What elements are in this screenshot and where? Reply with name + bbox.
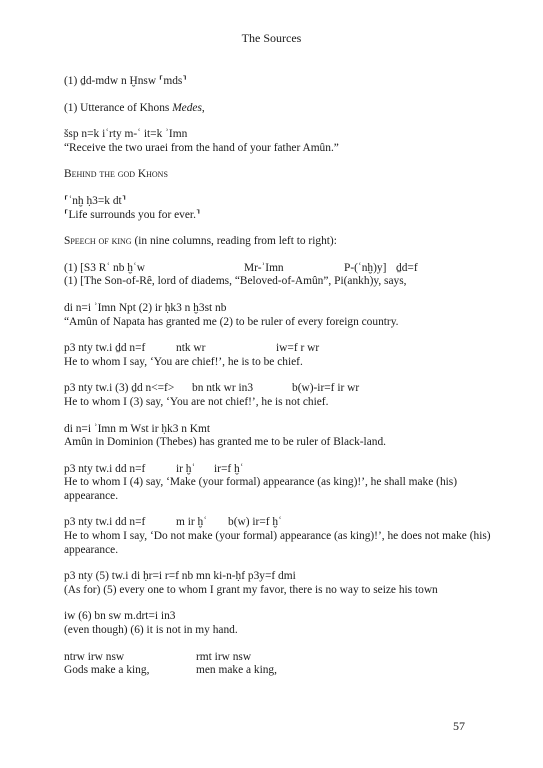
translation-line: He to whom I (4) say, ‘Make (your formal) appearance (as king)!’, he shall make (his) appearance. [64, 476, 458, 502]
text-run: , [201, 101, 205, 114]
translit-segment: ḏd=f [396, 261, 418, 274]
text-block [64, 235, 494, 249]
italic-word: Medes [172, 101, 202, 114]
heading-smallcaps: Speech of king [64, 235, 132, 248]
translit-segment: ntk wr [176, 342, 206, 355]
text-block [64, 168, 494, 182]
translit-segment: b(w) ir=f ḫʿ [228, 516, 282, 529]
translit-segment: iw=f r wr [276, 342, 320, 355]
section-heading: Behind the god Khons [64, 168, 168, 181]
translit-segment: ir=f ḫʿ [214, 462, 244, 475]
translit-segment: b(w)-ir=f ir wr [292, 382, 360, 395]
text-block [64, 423, 494, 450]
page-number: 57 [453, 719, 465, 733]
text-block [64, 382, 494, 409]
translation-line: He to whom I say, ‘You are chief!’, he is to be chief. [64, 355, 303, 368]
text-block [64, 302, 494, 329]
heading-rest: (in nine columns, reading from left to right): [131, 235, 337, 248]
translation-segment: men make a king, [196, 664, 277, 677]
text-run: (1) Utterance of Khons [64, 101, 173, 114]
translit-segment: Mr-ʾImn [244, 261, 284, 274]
translation-line: (even though) (6) it is not in my hand. [64, 624, 238, 637]
transliteration-line: di n=i ʾImn Npt (2) ir ḥk3 n ḫ3st nb [64, 301, 227, 314]
translation-line: He to whom I (3) say, ‘You are not chief!’, he is not chief. [64, 395, 329, 408]
translation-line: “Receive the two uraei from the hand of your father Amûn.” [64, 141, 339, 154]
translation-line [64, 664, 494, 678]
translation-line: “Amûn of Napata has granted me (2) to be ruler of every foreign country. [64, 315, 399, 328]
translit-segment: rmt irw nsw [196, 650, 252, 663]
transliteration-line [64, 262, 494, 276]
translation-line [64, 102, 494, 116]
text-block [64, 463, 494, 504]
translit-segment: (1) [S3 Rʿ nb ḫʿw [64, 261, 145, 274]
text-block [64, 570, 494, 597]
translit-segment: P-(ʿnḫ)y] [344, 261, 387, 274]
transliteration-line [64, 382, 494, 396]
translit-segment: p3 nty tw.i dd n=f [64, 462, 146, 475]
transliteration-line: p3 nty (5) tw.i di ḥr=i r=f nb mn ki-n-ḥf p3y=f dmi [64, 570, 296, 583]
transliteration-line [64, 516, 494, 530]
running-header: The Sources [241, 31, 302, 45]
text-block [64, 102, 494, 116]
transliteration-line [64, 651, 494, 665]
transliteration-line: ⸢ʿnḫ ḥ3=k dt⸣ [64, 194, 127, 207]
text-block [64, 651, 494, 678]
translit-segment: ir ḫʿ [176, 462, 196, 475]
translit-segment: bn ntk wr in3 [192, 382, 254, 395]
translit-segment: ntrw irw nsw [64, 650, 125, 663]
text-block [64, 195, 494, 222]
text-block [64, 516, 494, 557]
transliteration-line: (1) ḏd-mdw n Ḫnsw ⸢mds⸣ [64, 75, 187, 87]
translation-line: ⸢Life surrounds you for ever.⸣ [64, 208, 201, 221]
transliteration-line: di n=i ʾImn m Wst ir ḥk3 n Kmt [64, 422, 211, 435]
text-block [64, 75, 494, 89]
translation-segment: Gods make a king, [64, 664, 150, 677]
translation-line: (As for) (5) every one to whom I grant my favor, there is no way to seize his town [64, 583, 438, 596]
translit-segment: p3 nty tw.i (3) ḏd n<=f> [64, 382, 175, 395]
transliteration-line: iw (6) bn sw m.drt=i in3 [64, 610, 176, 623]
translation-line: He to whom I say, ‘Do not make (your formal) appearance (as king)!’, he does not make (his) appearance. [64, 530, 491, 556]
text-block [64, 262, 494, 289]
text-block [64, 610, 494, 637]
translation-line: (1) [The Son-of-Rê, lord of diadems, “Beloved-of-Amûn”, Pi(ankh)y, says, [64, 275, 407, 288]
transliteration-line [64, 342, 494, 356]
translit-segment: p3 nty tw.i dd n=f [64, 516, 146, 529]
translit-segment: m ir ḫʿ [176, 516, 208, 529]
translation-line: Amûn in Dominion (Thebes) has granted me to be ruler of Black-land. [64, 436, 387, 449]
transliteration-line: šsp n=k iʿrty m-ʿ it=k ʾImn [64, 128, 188, 141]
page-content [64, 75, 494, 678]
transliteration-line [64, 463, 494, 477]
text-block [64, 342, 494, 369]
section-heading [64, 235, 494, 249]
text-block [64, 128, 494, 155]
translit-segment: p3 nty tw.i ḏd n=f [64, 342, 146, 355]
